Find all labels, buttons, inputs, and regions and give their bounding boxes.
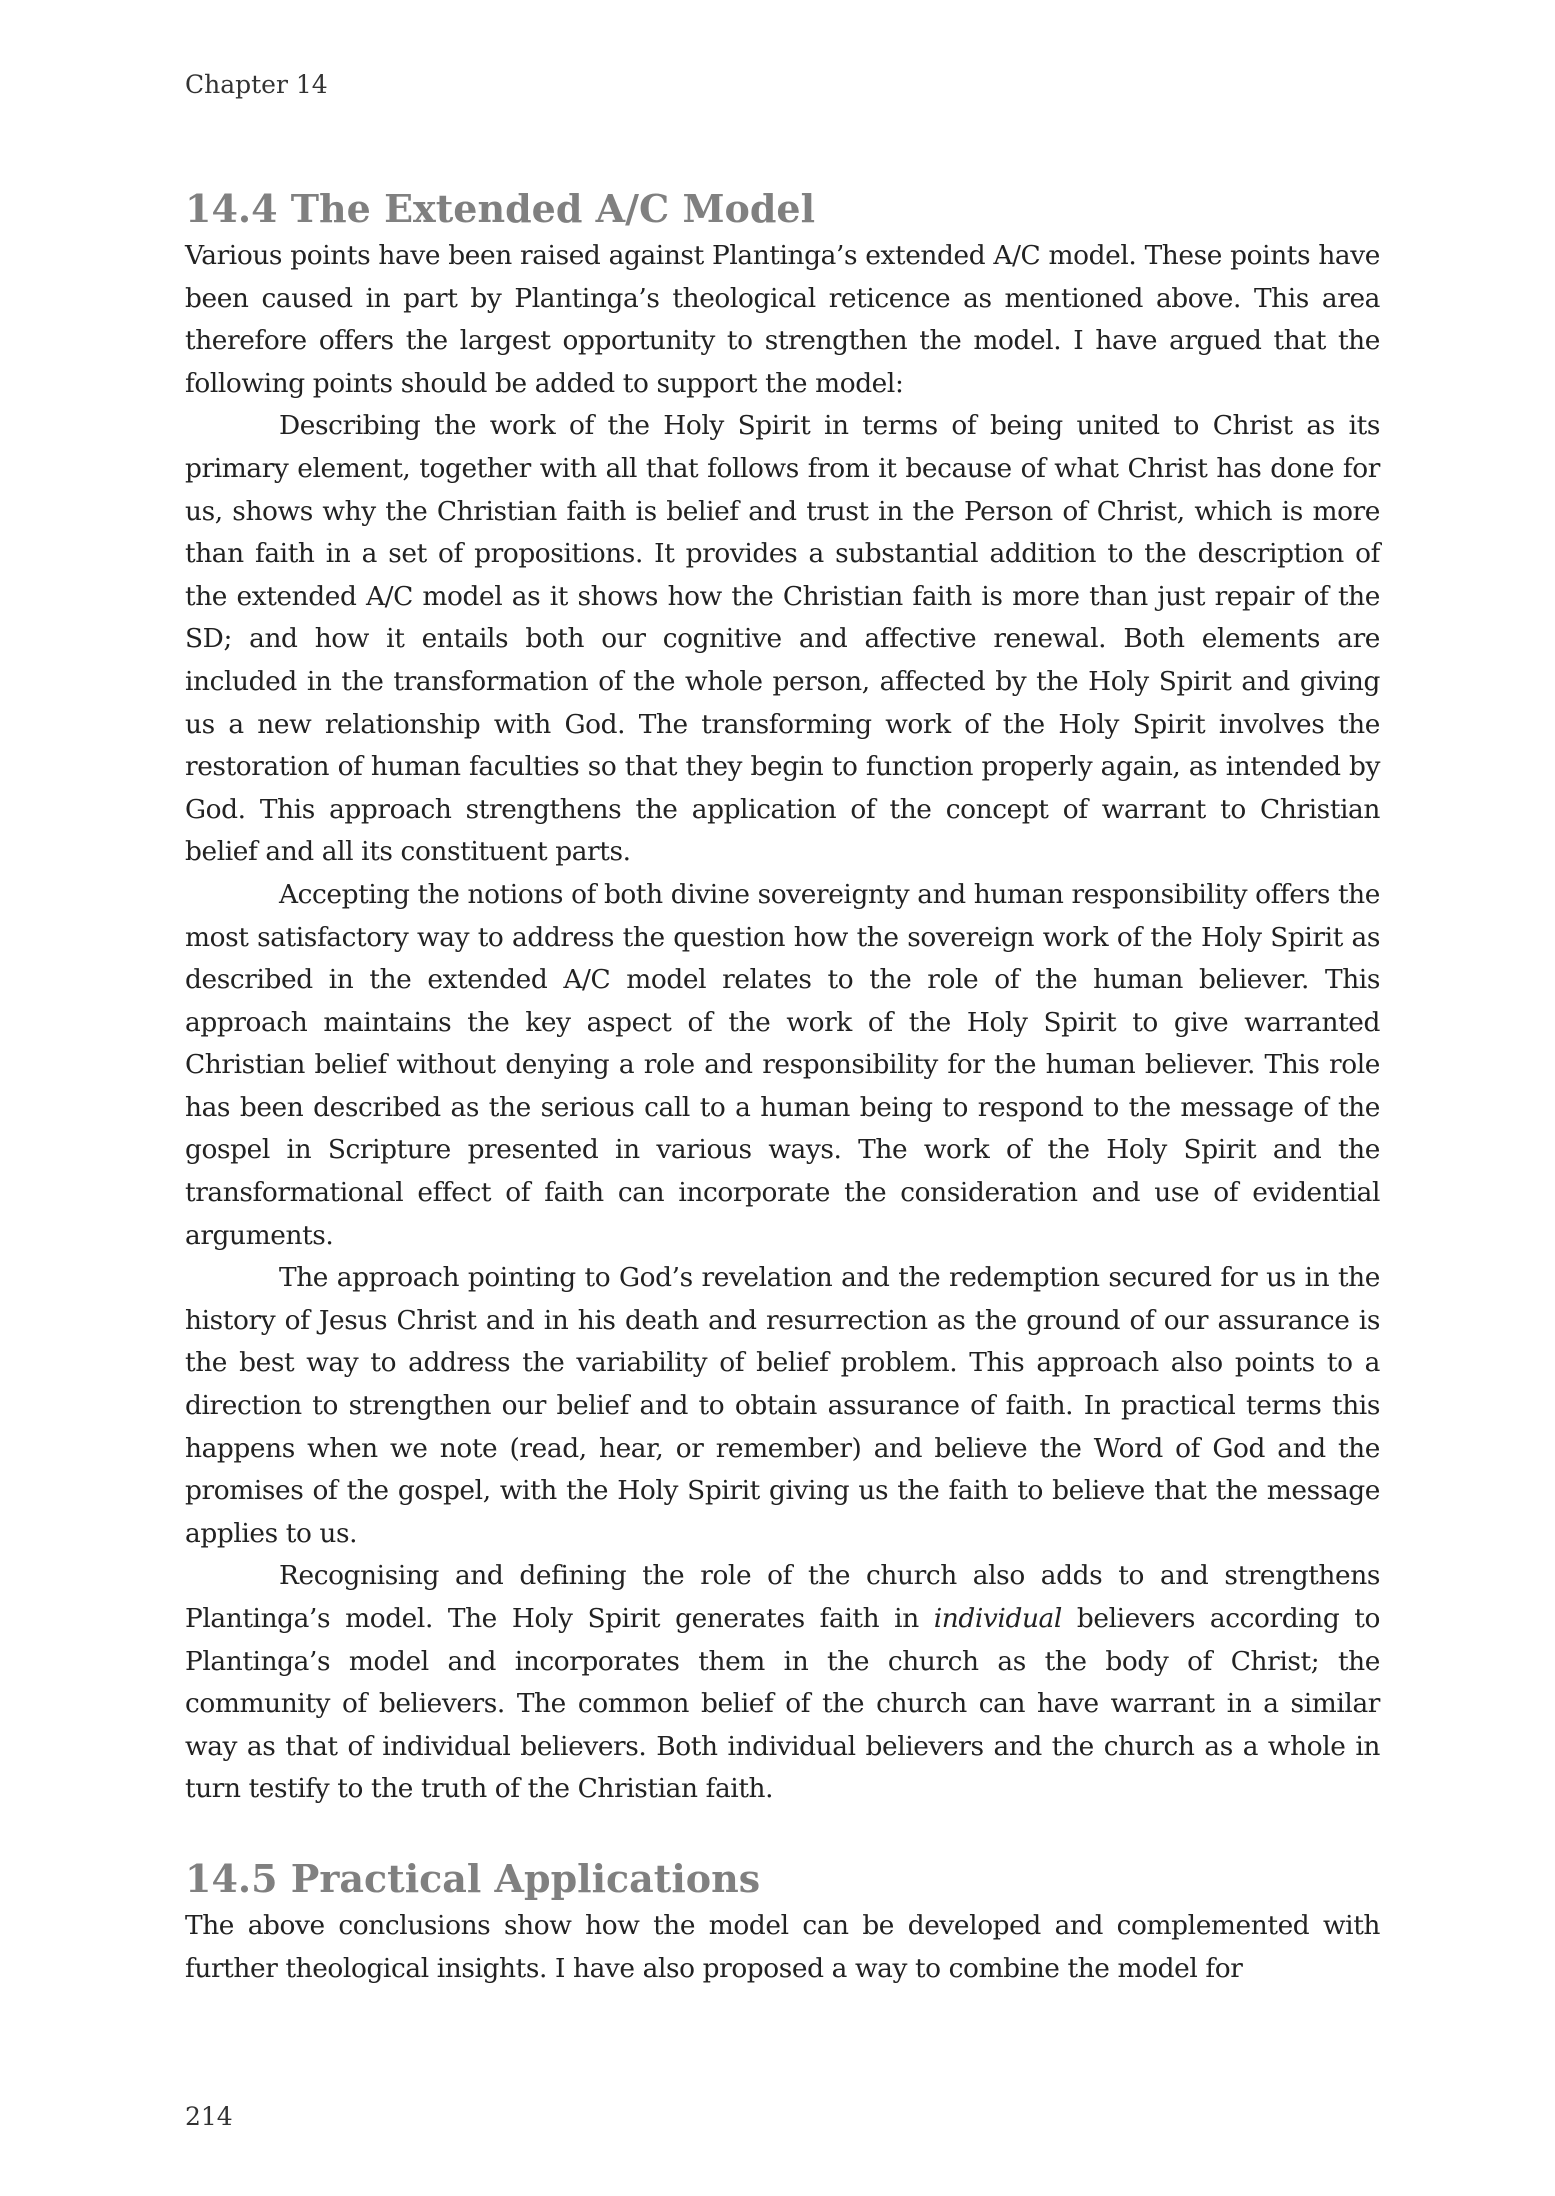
paragraph-text: Recognising and defining the role of the church also adds to and strengthens Plantinga’s model. The Holy Spirit generates faith in: [185, 1560, 1380, 1634]
emphasis-text: individual: [933, 1603, 1062, 1634]
paragraph: Describing the work of the Holy Spirit in terms of being united to Christ as its primary element, together with all that follows from it because of what Christ has done for us, shows why the Christian faith is belief and trust in the Person of Christ, which is more than faith in a set of propositions. It provides a substantial addition to the description of the extended A/C model as it shows how the Christian faith is more than just repair of the SD; and how it entails both our cognitive and affective renewal. Both elements are included in the transformation of the whole person, affected by the Holy Spirit and giving us a new relationship with God. The transforming work of the Holy Spirit involves the restoration of human faculties so that they begin to function properly again, as intended by God. This approach strengthens the application of the concept of warrant to Christian belief and all its constituent parts.: [185, 410, 1380, 868]
running-head: Chapter 14: [185, 70, 328, 99]
paragraph: The approach pointing to God’s revelation and the redemption secured for us in the history of Jesus Christ and in his death and resurrection as the ground of our assurance is the best way to address the variability of belief problem. This approach also points to a direction to strengthen our belief and to obtain assurance of faith. In practical terms this happens when we note (read, hear, or remember) and believe the Word of God and the promises of the gospel, with the Holy Spirit giving us the faith to believe that the message applies to us.: [185, 1262, 1380, 1549]
section-heading: 14.5 Practical Applications: [185, 1855, 761, 1901]
page-content: [185, 183, 1380, 1990]
section-14-5: [185, 1853, 1380, 1990]
paragraph: The above conclusions show how the model can be developed and complemented with further theological insights. I have also proposed a way to combine the model for: [185, 1909, 1380, 1984]
paragraph: Accepting the notions of both divine sovereignty and human responsibility offers the most satisfactory way to address the question how the sovereign work of the Holy Spirit as described in the extended A/C model relates to the role of the human believer. This approach maintains the key aspect of the work of the Holy Spirit to give warranted Christian belief without denying a role and responsibility for the human believer. This role has been described as the serious call to a human being to respond to the message of the gospel in Scripture presented in various ways. The work of the Holy Spirit and the transformational effect of faith can incorporate the consideration and use of evidential arguments.: [185, 878, 1380, 1251]
paragraph: [185, 1555, 1380, 1811]
paragraph: Various points have been raised against Plantinga’s extended A/C model. These points have been caused in part by Plantinga’s theological reticence as mentioned above. This area therefore offers the largest opportunity to strengthen the model. I have argued that the following points should be added to support the model:: [185, 240, 1380, 399]
section-14-4: [185, 183, 1380, 1811]
page-number: 214: [185, 2102, 233, 2131]
section-gap: [185, 1811, 1380, 1853]
paragraph-text: believers according to Plantinga’s model and incorporates them in the church as the body of Christ; the community of believers. The common belief of the church can have warrant in a similar way as that of individual believers. Both individual believers and the church as a whole in turn testify to the truth of the Christian faith.: [185, 1603, 1380, 1805]
section-heading: 14.4 The Extended A/C Model: [185, 186, 816, 231]
